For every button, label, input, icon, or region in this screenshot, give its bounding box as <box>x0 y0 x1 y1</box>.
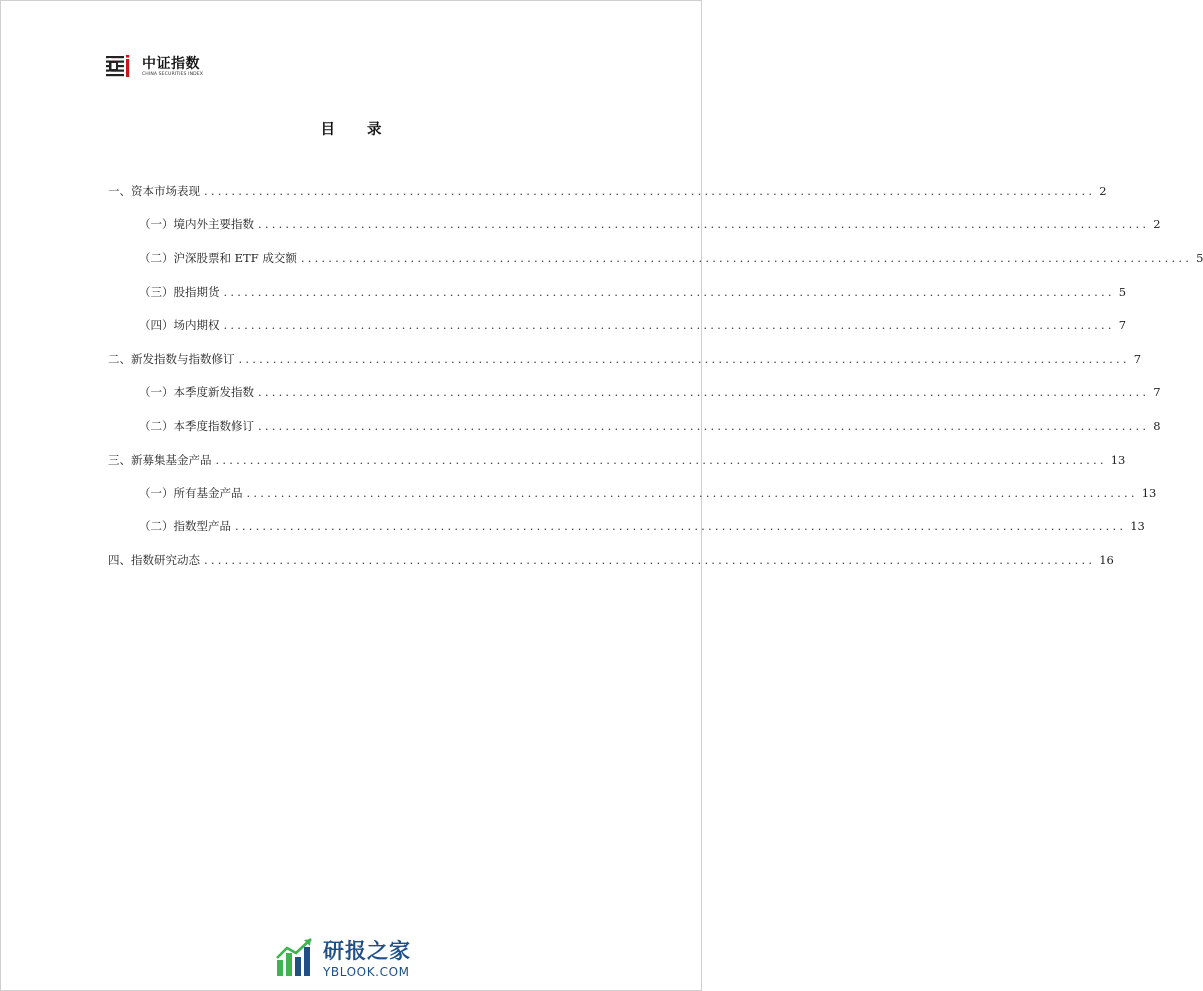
toc-entry-page: 7 <box>1118 318 1127 332</box>
toc-entry-label: 股指期货 <box>173 285 220 299</box>
logo-english-name: CHINA SECURITIES INDEX <box>142 71 204 77</box>
csi-logo <box>106 55 203 79</box>
toc-entry-page: 13 <box>1110 453 1126 467</box>
toc-entry[interactable] <box>108 552 1114 568</box>
toc-entry-page: 16 <box>1099 553 1114 567</box>
toc-leader-dots: .................................................................................................................................. <box>258 385 1150 399</box>
toc-entry-label: 所有基金产品 <box>173 486 243 500</box>
toc-title-char: 录 <box>367 122 382 138</box>
toc-entry-page: 7 <box>1153 385 1161 399</box>
toc-leader-dots: .................................................................................................................................. <box>238 352 1130 366</box>
toc-entry-page: 2 <box>1099 184 1107 198</box>
toc-entry-label: 新募集基金产品 <box>131 453 212 467</box>
toc-entry-number: 四、 <box>108 553 131 567</box>
toc-leader-dots: .................................................................................................................................. <box>204 553 1096 567</box>
toc-entry-number: （四） <box>139 318 174 332</box>
toc-entry[interactable] <box>108 452 1126 468</box>
toc-entry-label: 指数型产品 <box>173 519 231 533</box>
csi-logo-mark-icon <box>106 55 136 79</box>
toc-entry-label: 指数研究动态 <box>131 553 200 567</box>
toc-entry-page: 5 <box>1118 285 1127 299</box>
toc-leader-dots: .................................................................................................................................. <box>258 419 1150 433</box>
toc-entry-page: 7 <box>1133 352 1142 366</box>
toc-leader-dots: .................................................................................................................................. <box>204 184 1096 198</box>
toc-entry[interactable] <box>139 317 1127 333</box>
toc-entry-label: 资本市场表现 <box>131 184 200 198</box>
toc-leader-dots: .................................................................................................................................. <box>246 486 1138 500</box>
toc-entry[interactable] <box>139 284 1127 300</box>
toc-entry[interactable] <box>139 216 1161 232</box>
toc-entry[interactable] <box>139 250 1203 266</box>
toc-entry[interactable] <box>139 418 1161 434</box>
toc-entry-number: （二） <box>139 419 174 433</box>
toc-entry[interactable] <box>139 485 1157 501</box>
toc-entry[interactable] <box>139 384 1161 400</box>
toc-leader-dots: .................................................................................................................................. <box>215 453 1107 467</box>
toc-leader-dots: .................................................................................................................................. <box>223 285 1115 299</box>
toc-entry-label: 场内期权 <box>173 318 220 332</box>
toc-leader-dots: .................................................................................................................................. <box>258 217 1150 231</box>
toc-title <box>0 118 702 139</box>
watermark-url: YBLOOK.COM <box>323 964 410 979</box>
toc-entry-label: 境内外主要指数 <box>173 217 254 231</box>
toc-entry[interactable] <box>108 183 1107 199</box>
toc-entry-number: （一） <box>139 486 174 500</box>
toc-entry-label: 沪深股票和 ETF 成交额 <box>173 251 297 265</box>
toc-entry-label: 新发指数与指数修订 <box>131 352 235 366</box>
toc-leader-dots: .................................................................................................................................. <box>235 519 1127 533</box>
toc-leader-dots: .................................................................................................................................. <box>223 318 1115 332</box>
toc-entry-label: 本季度指数修订 <box>173 419 254 433</box>
toc-entry-page: 5 <box>1196 251 1203 265</box>
watermark-chinese-name: 研报之家 <box>323 938 411 963</box>
toc-entry-number: （二） <box>139 519 174 533</box>
toc-entry-number: （一） <box>139 385 174 399</box>
toc-entry-number: 三、 <box>108 453 131 467</box>
toc-entry-number: 二、 <box>108 352 131 366</box>
toc-title-char: 目 <box>320 122 335 138</box>
toc-entry-page: 13 <box>1130 519 1145 533</box>
toc-entry-page: 2 <box>1153 217 1161 231</box>
toc-entry[interactable] <box>108 351 1142 367</box>
toc-entry-label: 本季度新发指数 <box>173 385 254 399</box>
toc-entry-number: （一） <box>139 217 174 231</box>
bar-chart-logo-icon <box>275 936 317 982</box>
logo-chinese-name: 中证指数 <box>142 55 200 72</box>
toc-entry[interactable] <box>139 518 1145 534</box>
toc-leader-dots: .................................................................................................................................. <box>300 251 1193 265</box>
toc-entry-page: 13 <box>1141 486 1157 500</box>
yblook-watermark <box>275 935 411 983</box>
toc-entry-number: （三） <box>139 285 174 299</box>
toc-entry-number: （二） <box>139 251 174 265</box>
toc-entry-page: 8 <box>1153 419 1161 433</box>
toc-entry-number: 一、 <box>108 184 131 198</box>
